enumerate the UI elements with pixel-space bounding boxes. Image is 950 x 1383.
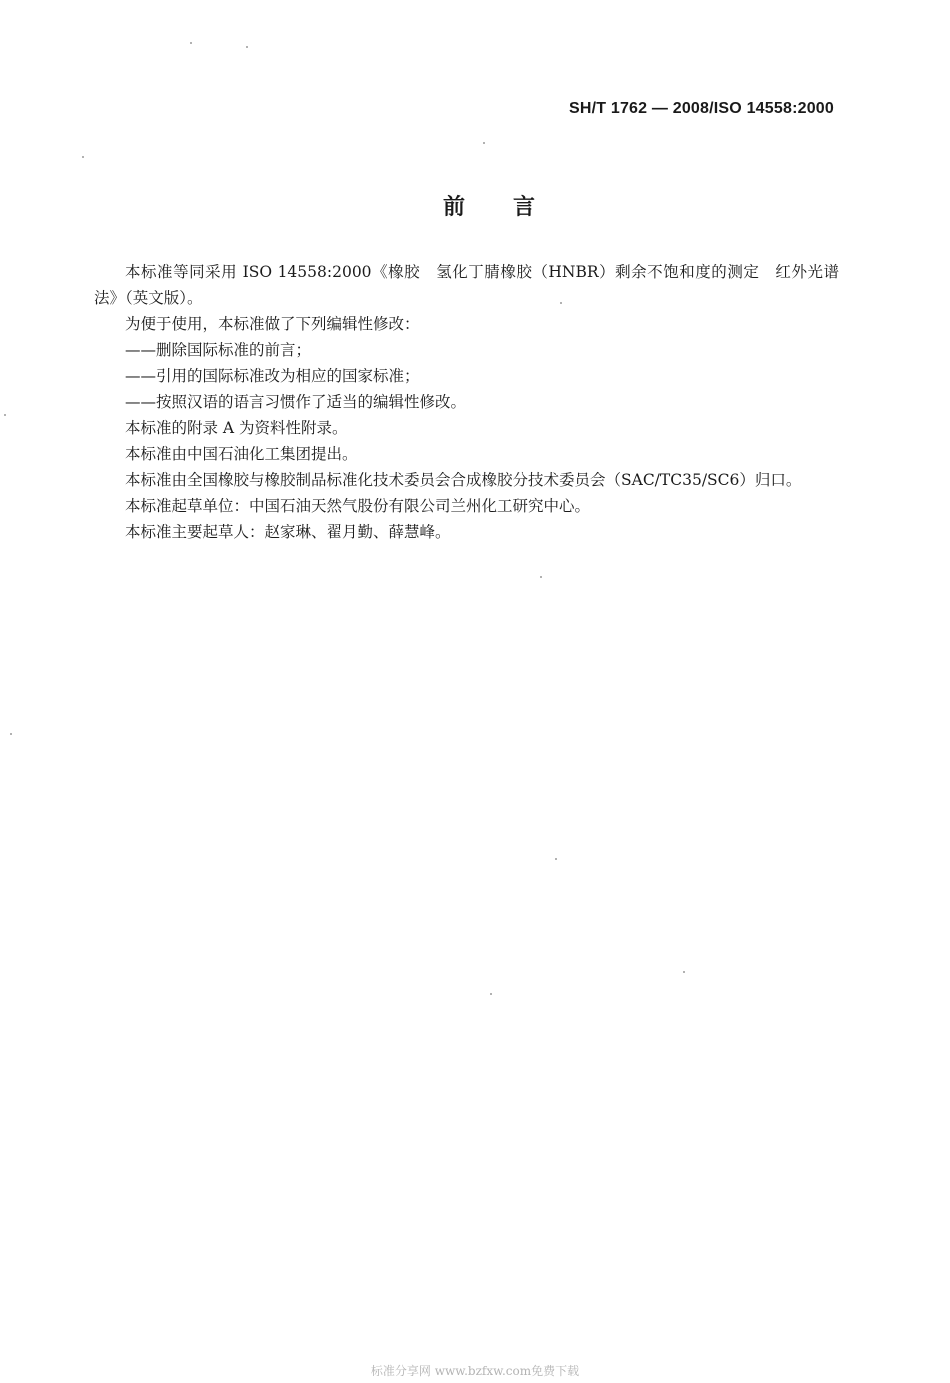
paragraph-annex: 本标准的附录 A 为资料性附录。 xyxy=(125,419,348,437)
paragraph-drafting-unit: 本标准起草单位：中国石油天然气股份有限公司兰州化工研究中心。 xyxy=(125,497,591,515)
scan-speck xyxy=(82,156,84,158)
change-item: ——引用的国际标准改为相应的国家标准； xyxy=(125,367,420,385)
change-item: ——按照汉语的语言习惯作了适当的编辑性修改。 xyxy=(125,393,467,411)
scan-speck xyxy=(190,42,192,44)
paragraph-administrator: 本标准由全国橡胶与橡胶制品标准化技术委员会合成橡胶分技术委员会（SAC/TC35/SC6）归口。 xyxy=(125,471,802,489)
scan-speck xyxy=(560,302,562,304)
paragraph-drafters: 本标准主要起草人：赵家琳、翟月勤、薛慧峰。 xyxy=(125,523,451,541)
scan-speck xyxy=(683,971,685,973)
foreword-body xyxy=(94,259,839,545)
paragraph-adoption: 本标准等同采用 ISO 14558:2000《橡胶 氢化丁腈橡胶（HNBR）剩余不饱和度的测定 红外光谱法》（英文版）。 xyxy=(94,263,839,307)
change-item: ——删除国际标准的前言； xyxy=(125,341,312,359)
paragraph-changes-intro: 为便于使用，本标准做了下列编辑性修改： xyxy=(125,315,420,333)
scan-speck xyxy=(483,142,485,144)
scan-speck xyxy=(540,576,542,578)
scan-speck xyxy=(10,733,12,735)
scan-speck xyxy=(4,414,6,416)
paragraph-proposer: 本标准由中国石油化工集团提出。 xyxy=(125,445,358,463)
page-title: 前言 xyxy=(442,195,583,220)
scan-speck xyxy=(490,993,492,995)
watermark-footer: 标准分享网 www.bzfxw.com免费下载 xyxy=(370,1364,580,1378)
scan-speck xyxy=(555,858,557,860)
standard-code: SH/T 1762 — 2008/ISO 14558:2000 xyxy=(568,100,834,117)
scan-speck xyxy=(246,46,248,48)
